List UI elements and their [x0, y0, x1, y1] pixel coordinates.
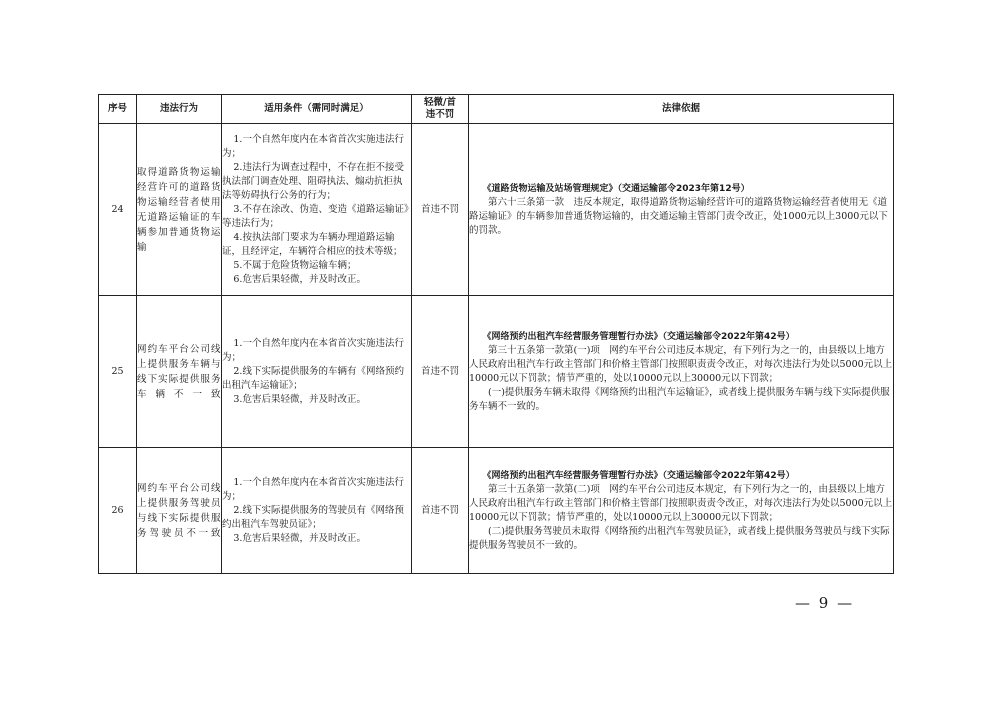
table-row: [99, 124, 894, 296]
basis-paragraph: (二)提供服务驾驶员未取得《网络预约出租汽车驾驶员证》，或者线上提供服务驾驶员与线下实际提供服务驾驶员不一致的。: [469, 525, 890, 551]
table-row: [99, 448, 894, 574]
condition-item: 3.不存在涂改、伪造、变造《道路运输证》等违法行为；: [222, 203, 409, 229]
condition-item: 3.危害后果轻微，并及时改正。: [233, 532, 366, 544]
row-seq: 24: [99, 124, 137, 296]
basis-title: 《网络预约出租汽车经营服务管理暂行办法》（交通运输部令2022年第42号）: [482, 331, 795, 342]
condition-item: 2.违法行为调查过程中，不存在拒不接受执法部门调查处理、阻碍执法、煽动抗拒执法等妨碍执行公务的行为；: [222, 161, 404, 201]
basis-paragraph: 第三十五条第一款第(一)项 网约车平台公司违反本规定，有下列行为之一的，由县级以上地方人民政府出租汽车行政主管部门和价格主管部门按照职责责令改正，对每次违法行为处以5000元以上10000元以下罚款；情节严重的，处以10000元以上30000元以下罚款；: [469, 344, 893, 384]
page-number: — 9 —: [795, 594, 855, 612]
table-header-row: [99, 95, 894, 124]
basis-title: 《网络预约出租汽车经营服务管理暂行办法》（交通运输部令2022年第42号）: [482, 470, 795, 481]
condition-item: 1.一个自然年度内在本省首次实施违法行为；: [222, 337, 404, 363]
row-conditions: [222, 296, 412, 448]
table-row: [99, 296, 894, 448]
row-penalty: 首违不罚: [412, 124, 469, 296]
header-conditions: 适用条件（需同时满足）: [222, 95, 412, 124]
row-penalty: 首违不罚: [412, 448, 469, 574]
condition-item: 1.一个自然年度内在本省首次实施违法行为；: [222, 133, 404, 159]
condition-item: 6.危害后果轻微，并及时改正。: [233, 273, 366, 285]
basis-paragraph: 第六十三条第一款 违反本规定，取得道路货物运输经营许可的道路货物运输经营者使用无《道路运输证》的车辆参加普通货物运输的，由交通运输主管部门责令改正，处1000元以上3000元以下的罚款。: [469, 196, 888, 236]
row-seq: 25: [99, 296, 137, 448]
law-table: [98, 94, 894, 574]
row-legal-basis: [469, 124, 894, 296]
row-conditions: [222, 124, 412, 296]
basis-title: 《道路货物运输及站场管理规定》（交通运输部令2023年第12号）: [482, 183, 750, 194]
condition-item: 1.一个自然年度内在本省首次实施违法行为；: [222, 476, 404, 502]
header-seq: 序号: [99, 95, 137, 124]
condition-item: 4.按执法部门要求为车辆办理道路运输证，且经评定，车辆符合相应的技术等级；: [222, 231, 403, 257]
condition-item: 3.危害后果轻微，并及时改正。: [233, 393, 366, 405]
row-penalty: 首违不罚: [412, 296, 469, 448]
header-basis: 法律依据: [469, 95, 894, 124]
header-penalty: [412, 95, 469, 124]
row-seq: 26: [99, 448, 137, 574]
row-violation: 网约车平台公司线上提供服务驾驶员与线下实际提供服务驾驶员不一致: [137, 448, 222, 574]
basis-paragraph: 第三十五条第一款第(二)项 网约车平台公司违反本规定，有下列行为之一的，由县级以上地方人民政府出租汽车行政主管部门和价格主管部门按照职责责令改正，对每次违法行为处以5000元以上10000元以下罚款；情节严重的，处以10000元以上30000元以下罚款；: [469, 483, 893, 523]
condition-item: 5.不属于危险货物运输车辆；: [233, 259, 357, 271]
row-violation: 网约车平台公司线上提供服务车辆与线下实际提供服务车辆不一致: [137, 296, 222, 448]
basis-paragraph: (一)提供服务车辆未取得《网络预约出租汽车运输证》，或者线上提供服务车辆与线下实际提供服务车辆不一致的。: [469, 386, 890, 412]
row-conditions: [222, 448, 412, 574]
header-act: 违法行为: [137, 95, 222, 124]
row-violation: 取得道路货物运输经营许可的道路货物运输经营者使用无道路运输证的车辆参加普通货物运输: [137, 124, 222, 296]
header-penalty-text: 轻微/首违不罚: [424, 97, 456, 120]
row-legal-basis: [469, 448, 894, 574]
condition-item: 2.线下实际提供服务的驾驶员有《网络预约出租汽车驾驶员证》；: [222, 504, 404, 530]
condition-item: 2.线下实际提供服务的车辆有《网络预约出租汽车运输证》；: [222, 365, 404, 391]
row-legal-basis: [469, 296, 894, 448]
